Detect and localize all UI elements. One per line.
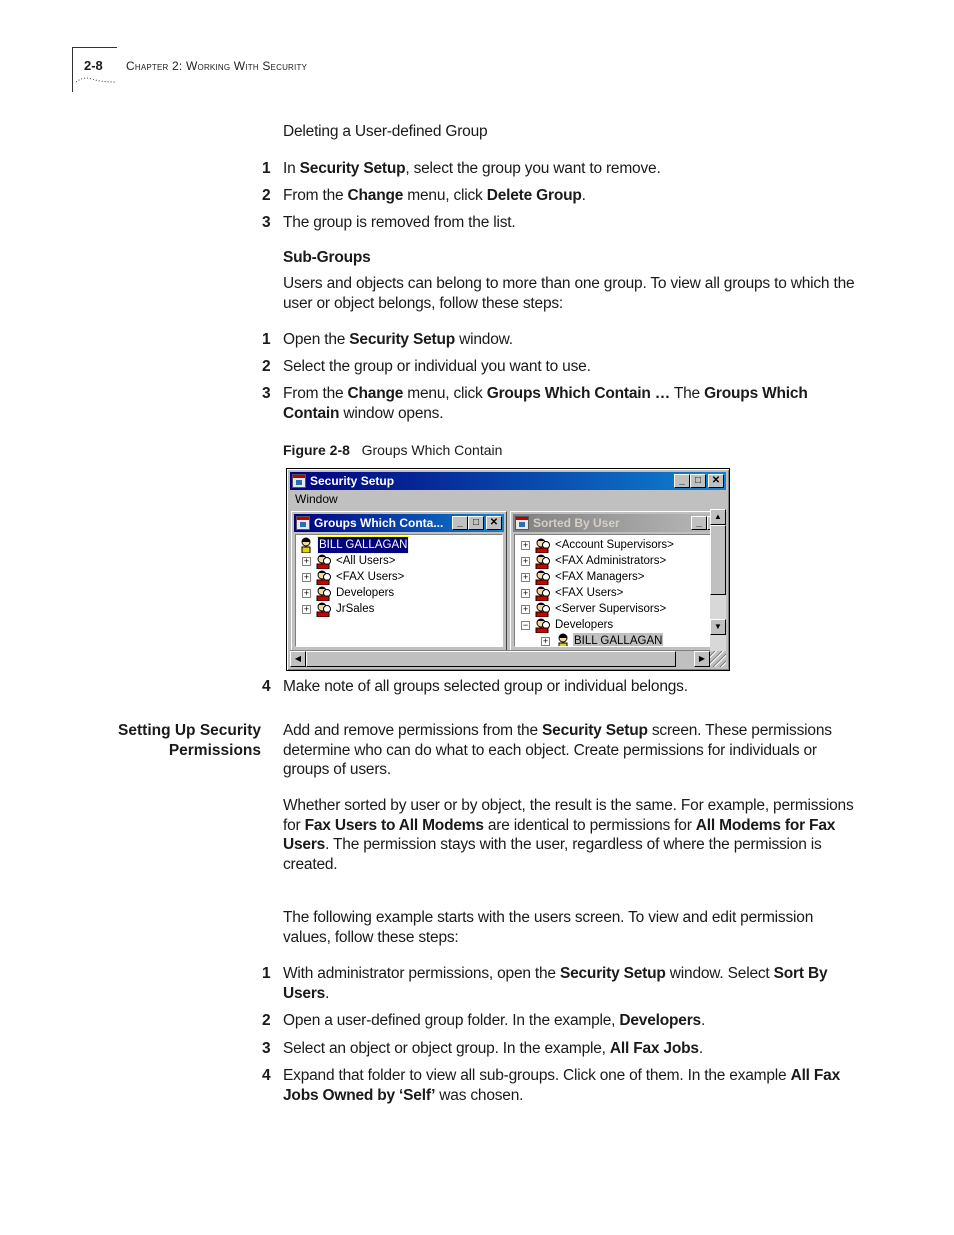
step-text: From the Change menu, click Groups Which Contain … The Groups Which Contain window opens. xyxy=(283,385,808,422)
minimize-button[interactable]: _ xyxy=(452,516,468,530)
dotted-curve-decoration xyxy=(76,76,116,84)
group-icon xyxy=(316,553,332,569)
section-heading xyxy=(113,721,261,760)
expand-icon[interactable]: + xyxy=(542,636,549,646)
paragraph: Whether sorted by user or by object, the result is the same. For example, permissions for Fax Users to All Modems are identical to permissions for All Modems for Fax Users. The permission stays with the user, regardless of where the permission is created. xyxy=(283,797,854,873)
resize-grip-icon[interactable] xyxy=(710,651,726,667)
expand-icon[interactable]: + xyxy=(303,604,310,614)
expand-icon[interactable]: + xyxy=(522,540,529,550)
scroll-down-arrow-icon[interactable]: ▼ xyxy=(710,619,726,635)
group-icon xyxy=(535,617,551,633)
step-text: Select the group or individual you want to use. xyxy=(283,358,591,375)
horizontal-scrollbar[interactable] xyxy=(290,650,710,667)
maximize-button[interactable]: □ xyxy=(690,474,706,488)
step-number: 3 xyxy=(262,1040,271,1057)
expand-icon[interactable]: + xyxy=(303,572,310,582)
step-number: 2 xyxy=(262,187,271,204)
collapse-icon[interactable]: − xyxy=(522,620,529,630)
step-text: From the Change menu, click Delete Group. xyxy=(283,187,586,204)
scroll-up-arrow-icon[interactable]: ▲ xyxy=(710,509,726,525)
figure-caption-text: Groups Which Contain xyxy=(361,442,503,458)
step-number: 1 xyxy=(262,331,271,348)
step-text: With administrator permissions, open the Security Setup window. Select Sort By Users. xyxy=(283,965,828,1002)
subsection-title: Deleting a User-defined Group xyxy=(283,123,488,140)
section-heading-line: Permissions xyxy=(168,741,261,759)
figure-caption xyxy=(283,441,858,459)
step-number: 4 xyxy=(262,678,271,695)
figure-label: Figure 2-8 xyxy=(283,442,350,458)
window-titlebar xyxy=(290,472,726,490)
step-number: 3 xyxy=(262,385,271,402)
user-icon xyxy=(555,633,571,647)
tree-item-label: Developers xyxy=(555,619,614,631)
group-icon xyxy=(535,569,551,585)
paragraph: The following example starts with the users screen. To view and edit permission values, follow these steps: xyxy=(283,909,814,946)
section-heading-line: Setting Up Security xyxy=(118,722,261,739)
group-icon xyxy=(316,601,332,617)
app-icon xyxy=(515,516,529,530)
chapter-title-text: Chapter 2: Working With Security xyxy=(126,59,308,73)
scroll-left-arrow-icon[interactable]: ◀ xyxy=(290,651,306,667)
tree-item-label: <FAX Managers> xyxy=(555,571,645,583)
step-number: 3 xyxy=(262,214,271,231)
step-number: 2 xyxy=(262,358,271,375)
step-text: Make note of all groups selected group or individual belongs. xyxy=(283,678,688,695)
step-text: Open a user-defined group folder. In the example, Developers. xyxy=(283,1012,706,1029)
close-button[interactable]: ✕ xyxy=(708,474,724,488)
tree-view[interactable] xyxy=(514,534,717,647)
scroll-thumb[interactable] xyxy=(306,651,676,667)
minimize-button[interactable]: _ xyxy=(674,474,690,488)
step-text: The group is removed from the list. xyxy=(283,214,516,231)
expand-icon[interactable]: + xyxy=(303,588,310,598)
step-number: 1 xyxy=(262,965,271,982)
step-number: 4 xyxy=(262,1067,271,1084)
step-text: In Security Setup, select the group you want to remove. xyxy=(283,160,661,177)
tree-item-label: <Server Supervisors> xyxy=(555,603,667,615)
tree-item-label: BILL GALLAGAN xyxy=(574,635,663,647)
maximize-button[interactable]: □ xyxy=(468,516,484,530)
expand-icon[interactable]: + xyxy=(522,588,529,598)
group-icon xyxy=(316,585,332,601)
expand-icon[interactable]: + xyxy=(522,572,529,582)
tree-item-label: JrSales xyxy=(336,603,375,615)
expand-icon[interactable]: + xyxy=(303,556,310,566)
pane-titlebar xyxy=(513,514,715,532)
scroll-right-arrow-icon[interactable]: ▶ xyxy=(694,651,710,667)
chapter-title xyxy=(126,59,307,73)
tree-item-label: BILL GALLAGAN xyxy=(319,539,408,551)
step-text: Select an object or object group. In the example, All Fax Jobs. xyxy=(283,1040,703,1057)
step-number: 1 xyxy=(262,160,271,177)
expand-icon[interactable]: + xyxy=(522,604,529,614)
security-setup-window xyxy=(286,468,730,671)
app-icon xyxy=(296,516,310,530)
tree-item-label: Developers xyxy=(336,587,395,599)
group-icon xyxy=(535,553,551,569)
tree-item-label: <All Users> xyxy=(336,555,396,567)
step-number: 2 xyxy=(262,1012,271,1029)
groups-which-contain-pane xyxy=(291,511,507,651)
vertical-scrollbar[interactable] xyxy=(710,509,726,651)
sorted-by-user-pane xyxy=(510,511,718,651)
section-heading: Sub-Groups xyxy=(283,249,371,266)
group-icon xyxy=(535,585,551,601)
tree-item-label: <FAX Users> xyxy=(336,571,405,583)
group-icon xyxy=(535,537,551,553)
tree-item-label: <FAX Users> xyxy=(555,587,624,599)
tree-item-label: <Account Supervisors> xyxy=(555,539,674,551)
expand-icon[interactable]: + xyxy=(522,556,529,566)
page-number: 2-8 xyxy=(84,58,103,73)
pane-title: Groups Which Conta... xyxy=(314,516,444,530)
app-icon xyxy=(292,474,306,488)
tree-view[interactable] xyxy=(295,534,503,647)
step-text: Open the Security Setup window. xyxy=(283,331,513,348)
paragraph: Users and objects can belong to more than one group. To view all groups to which the user or object belongs, follow these steps: xyxy=(283,275,855,312)
group-icon xyxy=(535,601,551,617)
scroll-thumb[interactable] xyxy=(710,525,726,595)
window-title: Security Setup xyxy=(310,474,395,488)
close-button[interactable]: ✕ xyxy=(486,516,502,530)
paragraph: Add and remove permissions from the Security Setup screen. These permissions determine who can do what to each object. Create permissions for individuals or groups of users. xyxy=(283,722,832,778)
pane-titlebar xyxy=(294,514,504,532)
menu-item-window[interactable]: Window xyxy=(295,492,338,506)
pane-title: Sorted By User xyxy=(533,516,620,530)
group-icon xyxy=(316,569,332,585)
step-text: Expand that folder to view all sub-groups. Click one of them. In the example All Fax Jobs Owned by ‘Self’ was chosen. xyxy=(283,1067,840,1104)
minimize-button[interactable]: _ xyxy=(691,516,707,530)
tree-item-label: <FAX Administrators> xyxy=(555,555,667,567)
user-icon xyxy=(298,537,314,553)
